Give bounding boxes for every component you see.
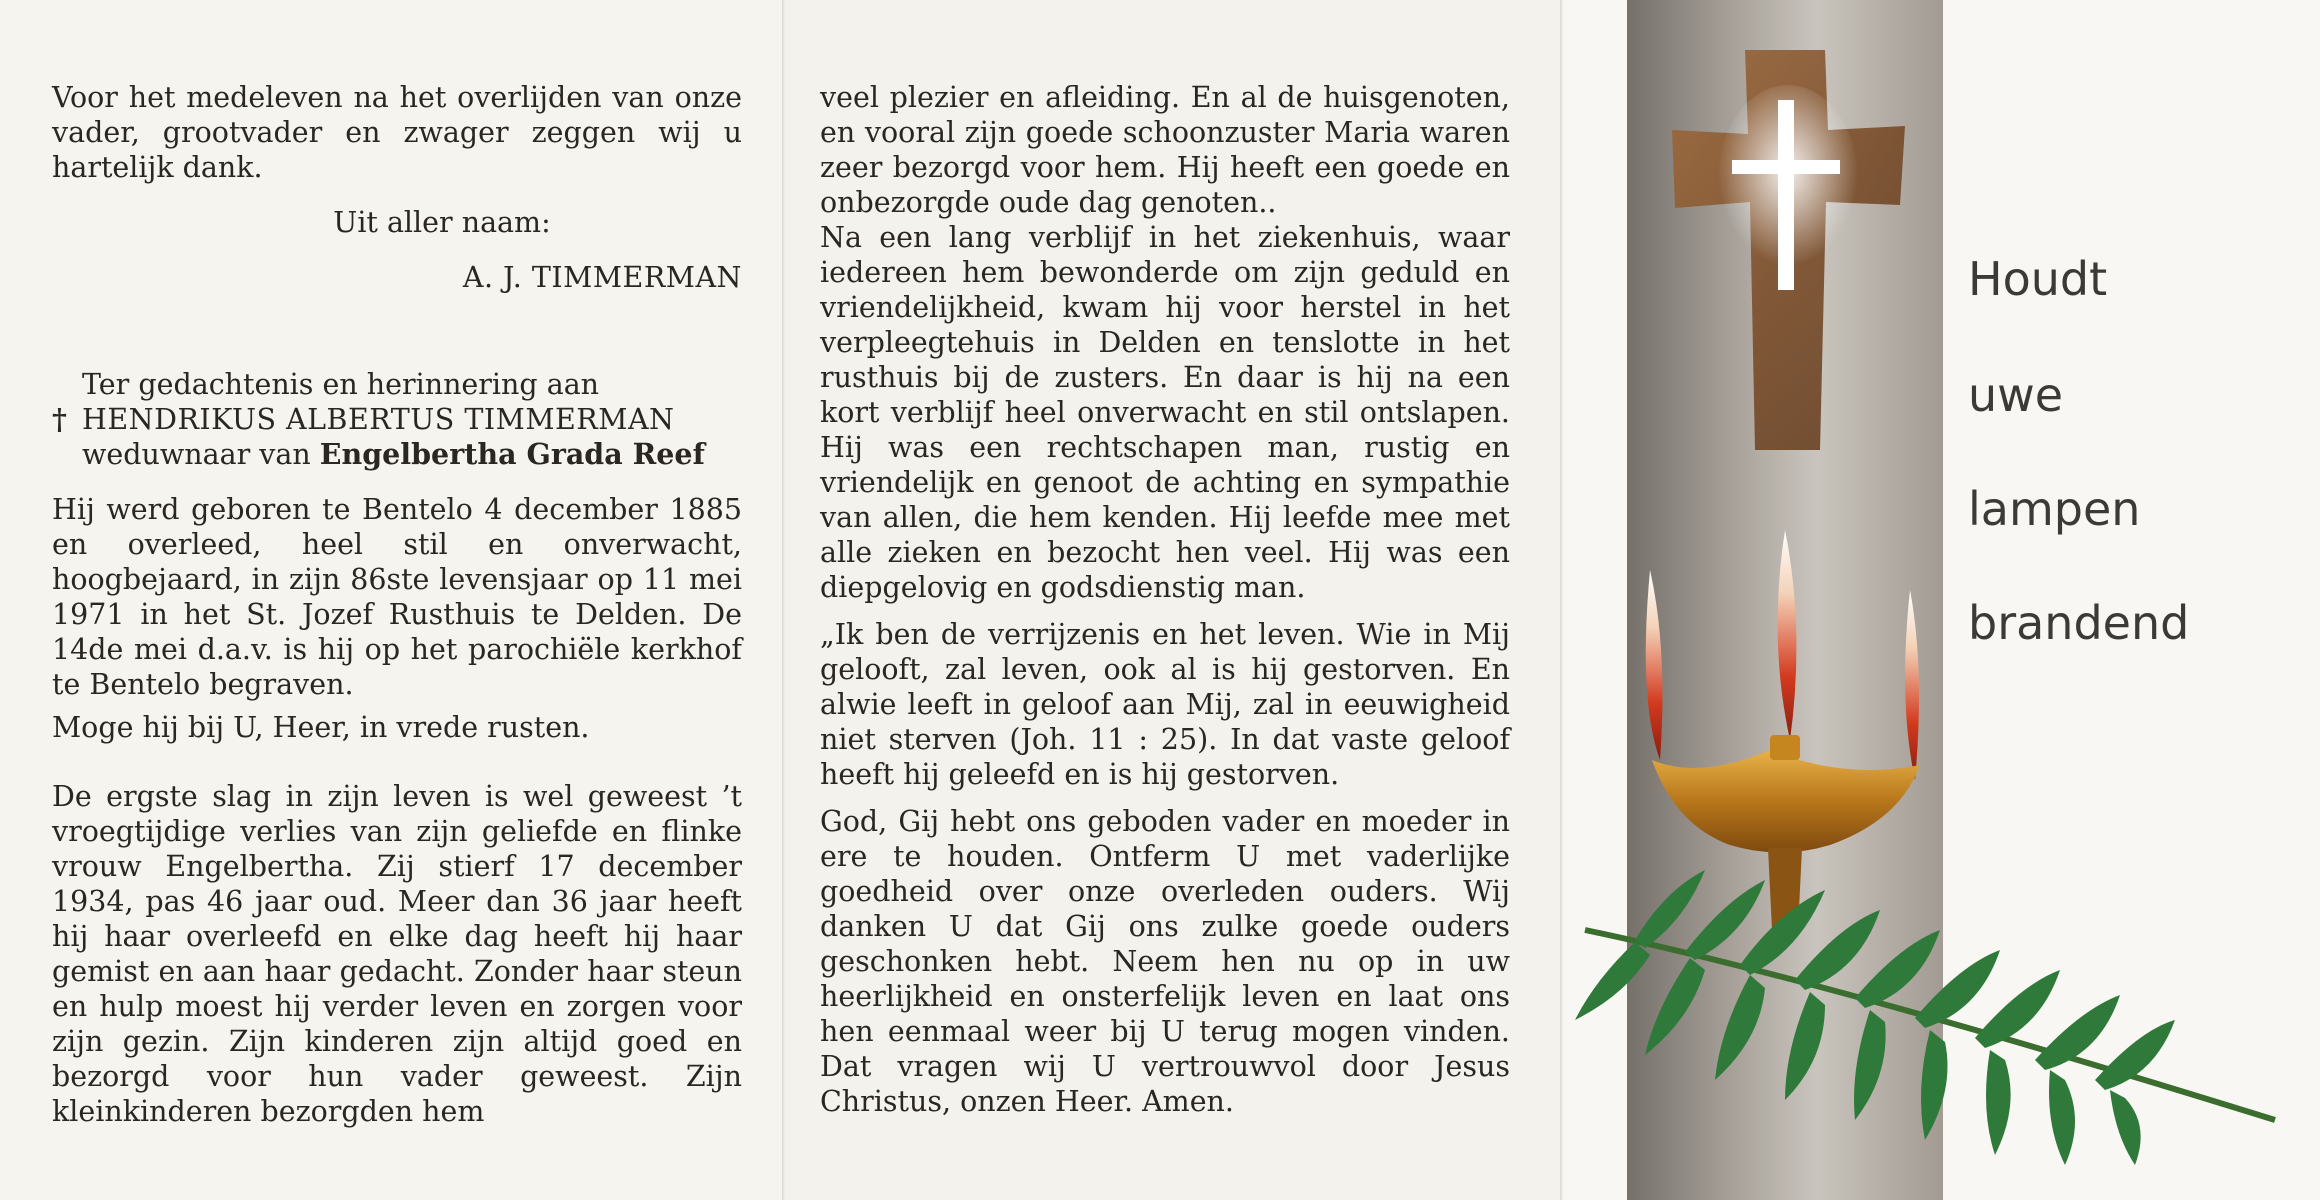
middle-column — [820, 80, 1510, 1119]
flame-right — [1905, 590, 1919, 780]
lamp-bowl — [1652, 750, 1920, 853]
signatory-name: A. J. TIMMERMAN — [462, 261, 742, 294]
thanks-text: Voor het medeleven na het overlijden van onze vader, grootvader en zwager zeggen wij u hartelijk dank. — [52, 81, 742, 184]
palm-branch-icon — [1575, 870, 2295, 1170]
spouse-name: Engelbertha Grada Reef — [319, 437, 705, 471]
on-behalf-text: Uit aller naam: — [333, 206, 551, 239]
palm-leaves — [1575, 870, 2175, 1165]
light-cross-vertical — [1778, 100, 1794, 290]
closing-prayer: God, Gij hebt ons geboden vader en moeder in ere te houden. Ontferm U met vaderlijke goedheid over onze overleden ouders. Wij danken U dat Gij ons zulke goede ouders geschonken hebt. Neem hen nu op in uw heerlijkheid en onsterfelijk leven en laat ons hen eenmaal weer bij U terug mogen vinden. Dat vragen wij U vertrouwvol door Jesus Christus, onzen Heer. Amen. — [820, 805, 1510, 1118]
biography-text: Hij werd geboren te Bentelo 4 december 1885 en overleed, heel stil en onverwacht, hoogbejaard, in zijn 86ste levensjaar op 11 mei 1971 in het St. Jozef Rusthuis te Delden. De 14de mei d.a.v. is hij op het parochiële kerkhof te Bentelo begraven. — [52, 493, 742, 701]
memory-intro: Ter gedachtenis en herinnering aan — [82, 368, 600, 401]
life-text: De ergste slag in zijn leven is wel geweest ’t vroegtijdige verlies van zijn geliefde en flinke vrouw Engelbertha. Zij stierf 17 december 1934, pas 46 jaar oud. Meer dan 36 jaar heeft hij haar overleefd en elke dag heeft hij haar gemist en aan haar gedacht. Zonder haar steun en hulp moest hij verder leven en zorgen voor zijn gezin. Zijn kinderen zijn altijd goed en bezorgd voor hun vader geweest. Zijn kleinkinderen bezorgden hem — [52, 780, 742, 1128]
lamp-neck — [1770, 735, 1800, 760]
widower-prefix: weduwnaar van — [82, 438, 320, 471]
flame-left — [1646, 570, 1663, 760]
flame-center — [1778, 530, 1797, 740]
dagger-symbol: † — [52, 402, 68, 436]
left-column — [52, 80, 742, 1129]
deceased-line — [52, 402, 742, 437]
motto-line-4: brandend — [1968, 596, 2190, 650]
motto-line-2: uwe — [1968, 368, 2064, 422]
hospital-text: Na een lang verblijf in het ziekenhuis, waar iedereen hem bewonderde om zijn geduld en vriendelijkheid, kwam hij voor herstel in het verpleegtehuis in Delden en tenslotte in het rusthuis bij de zusters. En daar is hij na een kort verblijf heel onverwacht en stil ontslapen. Hij was een rechtschapen man, rustig en vriendelijk en genoot de achting en sympathie van allen, die hem kenden. Hij leefde mee met alle zieken en bezocht hen veel. Hij was een diepgelovig en godsdienstig man. — [820, 221, 1510, 604]
left-panel — [0, 0, 785, 1200]
motto-line-3: lampen — [1968, 482, 2141, 536]
wooden-cross-icon — [1650, 30, 1920, 470]
motto-line-1: Houdt — [1968, 252, 2108, 306]
continuation-text: veel plezier en afleiding. En al de huisgenoten, en vooral zijn goede schoonzuster Maria waren zeer bezorgd voor hem. Hij heeft een goede en onbezorgde oude dag genoten.. — [820, 81, 1510, 219]
middle-panel — [785, 0, 1563, 1200]
short-prayer: Moge hij bij U, Heer, in vrede rusten. — [52, 711, 590, 744]
deceased-name: HENDRIKUS ALBERTUS TIMMERMAN — [82, 403, 675, 436]
widower-line — [52, 437, 742, 472]
scripture-text: „Ik ben de verrijzenis en het leven. Wie in Mij gelooft, zal leven, ook al is hij gestorven. En alwie leeft in geloof aan Mij, zal in eeuwigheid niet sterven (Joh. 11 : 25). In dat vaste geloof heeft hij geleefd en is hij gestorven. — [820, 618, 1510, 791]
light-cross-horizontal — [1732, 160, 1840, 174]
